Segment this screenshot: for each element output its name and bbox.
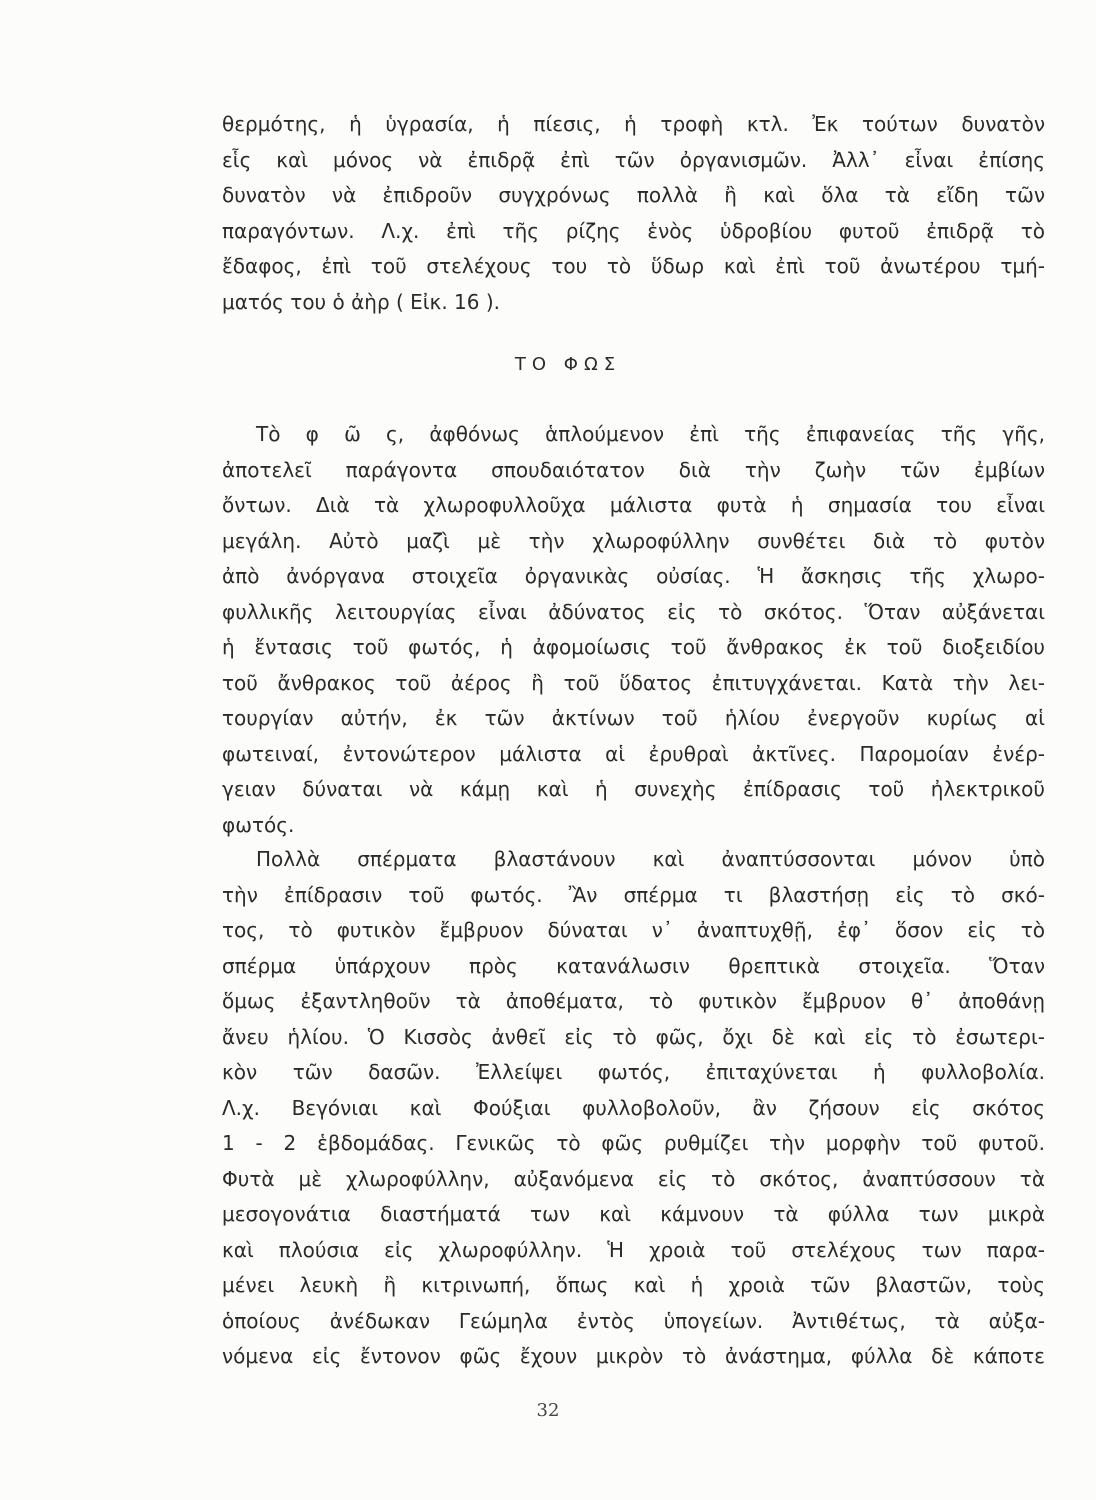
text-line: Πολλὰ σπέρματα βλαστάνουν καὶ ἀναπτύσσονται μόνον ὑπὸ	[256, 847, 1045, 871]
text-line: ματός του ὁ ἀὴρ ( Εἰκ. 16 ).	[222, 289, 501, 314]
text-line: φυλλικῆς λειτουργίας εἶναι ἀδύνατος εἰς τὸ σκότος. Ὅταν αὐξάνεται	[222, 599, 1045, 624]
text-line: θερμότης, ἡ ὑγρασία, ἡ πίεσις, ἡ τροφὴ κτλ. Ἐκ τούτων δυνατὸν	[222, 112, 1045, 136]
paragraph-light	[222, 417, 1045, 843]
text-line: ἡ ἔντασις τοῦ φωτός, ἡ ἀφομοίωσις τοῦ ἄνθρακος ἐκ τοῦ διοξειδίου	[222, 635, 1045, 659]
text-line: ἀπὸ ἀνόργανα στοιχεῖα ὀργανικὰς οὐσίας. Ἡ ἄσκησις τῆς χλωρο-	[222, 564, 1045, 588]
text-line: 1 - 2 ἑβδομάδας. Γενικῶς τὸ φῶς ρυθμίζει τὴν μορφὴν τοῦ φυτοῦ.	[222, 1131, 1045, 1155]
text-line: Φυτὰ μὲ χλωροφύλλην, αὐξανόμενα εἰς τὸ σκότος, ἀναπτύσσουν τὰ	[222, 1166, 1045, 1191]
text-line: ὄντων. Διὰ τὰ χλωροφυλλοῦχα μάλιστα φυτὰ ἡ σημασία του εἶναι	[222, 493, 1045, 517]
text-line: δυνατὸν νὰ ἐπιδροῦν συγχρόνως πολλὰ ἢ καὶ ὅλα τὰ εἴδη τῶν	[222, 183, 1045, 207]
text-line: γειαν δύναται νὰ κάμῃ καὶ ἡ συνεχὴς ἐπίδρασις τοῦ ἠλεκτρικοῦ	[222, 777, 1045, 801]
text-line: καὶ πλούσια εἰς χλωροφύλλην. Ἡ χροιὰ τοῦ στελέχους των παρα-	[222, 1237, 1045, 1262]
text-line: μεσογονάτια διαστήματά των καὶ κάμνουν τὰ φύλλα των μικρὰ	[222, 1202, 1045, 1226]
section-heading: ΤΟ ΦΩΣ	[514, 354, 622, 375]
text-line: κὸν τῶν δασῶν. Ἐλλείψει φωτός, ἐπιταχύνεται ἡ φυλλοβολία.	[222, 1060, 1045, 1084]
paragraph-continued	[222, 107, 1045, 320]
text-line: παραγόντων. Λ.χ. ἐπὶ τῆς ρίζης ἑνὸς ὑδροβίου φυτοῦ ἐπιδρᾷ τὸ	[222, 218, 1045, 243]
text-line: μεγάλη. Αὐτὸ μαζὶ μὲ τὴν χλωροφύλλην συνθέτει διὰ τὸ φυτὸν	[222, 528, 1045, 553]
text-line: ἀποτελεῖ παράγοντα σπουδαιότατον διὰ τὴν ζωὴν τῶν ἐμβίων	[222, 457, 1045, 482]
text-line: ὁποίους ἀνέδωκαν Γεώμηλα ἐντὸς ὑπογείων. Ἀντιθέτως, τὰ αὐξα-	[222, 1308, 1045, 1333]
text-line: σπέρμα ὑπάρχουν πρὸς κατανάλωσιν θρεπτικὰ στοιχεῖα. Ὅταν	[222, 953, 1045, 978]
text-line: μένει λευκὴ ἢ κιτρινωπή, ὅπως καὶ ἡ χροιὰ τῶν βλαστῶν, τοὺς	[222, 1273, 1045, 1297]
text-line: εἷς καὶ μόνος νὰ ἐπιδρᾷ ἐπὶ τῶν ὀργανισμῶν. Ἀλλ᾽ εἶναι ἐπίσης	[222, 147, 1045, 172]
text-line: τος, τὸ φυτικὸν ἔμβρυον δύναται ν᾽ ἀναπτυχθῇ, ἐφ᾽ ὅσον εἰς τὸ	[222, 918, 1045, 942]
text-line: νόμενα εἰς ἔντονον φῶς ἔχουν μικρὸν τὸ ἀνάστημα, φύλλα δὲ κάποτε	[222, 1344, 1045, 1368]
paragraph-seeds	[222, 842, 1045, 1375]
text-line: Τὸ φ ῶ ς, ἀφθόνως ἁπλούμενον ἐπὶ τῆς ἐπιφανείας τῆς γῆς,	[256, 422, 1045, 446]
page-number: 32	[536, 1400, 560, 1421]
text-line: ἔδαφος, ἐπὶ τοῦ στελέχους του τὸ ὕδωρ καὶ ἐπὶ τοῦ ἀνωτέρου τμή-	[222, 254, 1045, 278]
text-line: φωτός.	[222, 812, 295, 837]
text-line: ὅμως ἐξαντληθοῦν τὰ ἀποθέματα, τὸ φυτικὸν ἔμβρυον θ᾽ ἀποθάνῃ	[222, 989, 1045, 1013]
text-line: Λ.χ. Βεγόνιαι καὶ Φούξιαι φυλλοβολοῦν, ἂν ζήσουν εἰς σκότος	[222, 1095, 1045, 1120]
text-line: τουργίαν αὐτήν, ἐκ τῶν ἀκτίνων τοῦ ἡλίου ἐνεργοῦν κυρίως αἱ	[222, 706, 1045, 730]
text-line: τὴν ἐπίδρασιν τοῦ φωτός. Ἂν σπέρμα τι βλαστήσῃ εἰς τὸ σκό-	[222, 882, 1045, 907]
text-line: ἄνευ ἡλίου. Ὁ Κισσὸς ἀνθεῖ εἰς τὸ φῶς, ὄχι δὲ καὶ εἰς τὸ ἐσωτερι-	[222, 1024, 1045, 1049]
text-line: τοῦ ἄνθρακος τοῦ ἀέρος ἢ τοῦ ὕδατος ἐπιτυγχάνεται. Κατὰ τὴν λει-	[222, 670, 1045, 695]
text-line: φωτειναί, ἐντονώτερον μάλιστα αἱ ἐρυθραὶ ἀκτῖνες. Παρομοίαν ἐνέρ-	[222, 741, 1045, 766]
